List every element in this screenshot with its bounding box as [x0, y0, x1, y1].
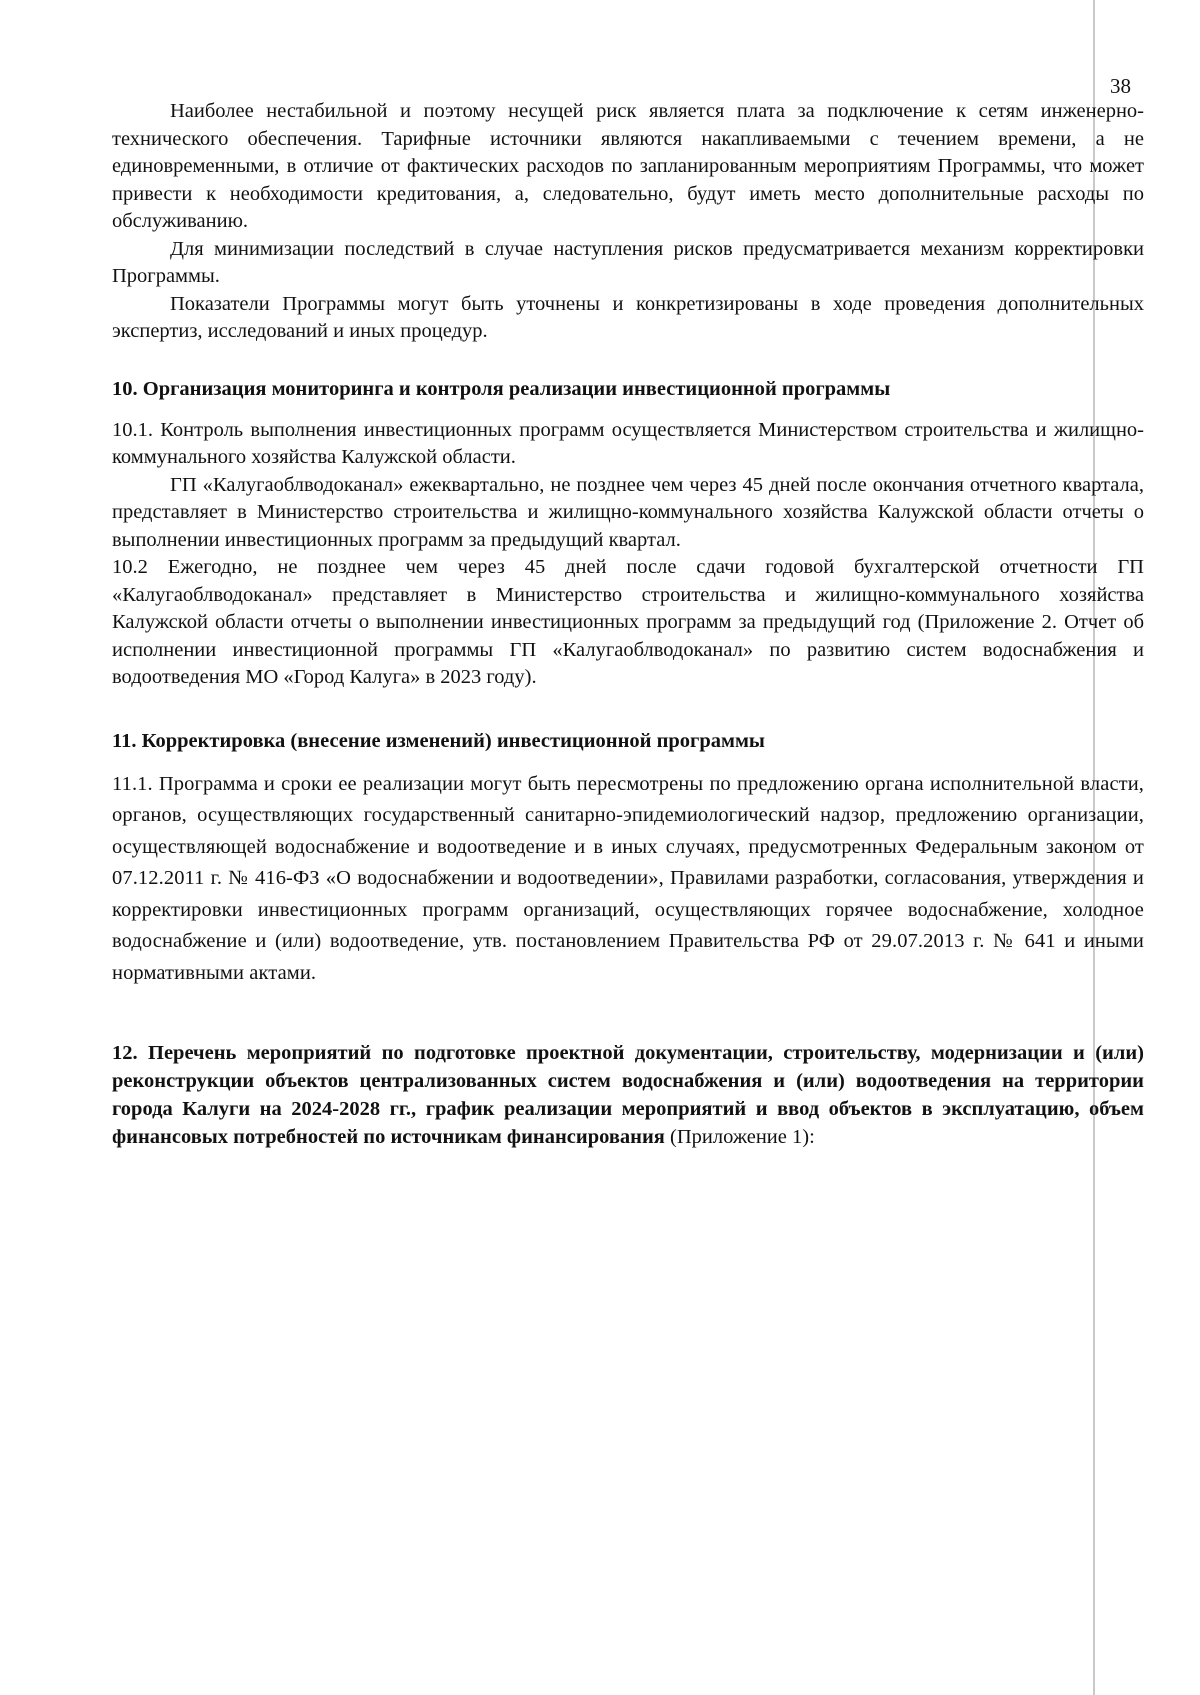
intro-paragraph-risk: Наиболее нестабильной и поэтому несущей риск является плата за подключение к сетям инженерно-технического обеспечения. Тарифные источники являются накапливаемыми с течением времени, а не единовременными, в отличие от фактических расходов по запланированным мероприятиям Программы, что может привести к необходимости кредитования, а, следовательно, будут иметь место дополнительные расходы по обслуживанию.: [112, 100, 1144, 232]
intro-section: [112, 98, 1144, 346]
section-12-heading-appendix-ref: (Приложение 1):: [664, 1126, 815, 1148]
document-body: [112, 98, 1144, 1151]
section-10-paragraph-1: 10.1. Контроль выполнения инвестиционных программ осуществляется Министерством строительства и жилищно-коммунального хозяйства Калужской области.: [112, 418, 1144, 468]
section-10-heading: 10. Организация мониторинга и контроля реализации инвестиционной программы: [112, 377, 891, 400]
intro-paragraph-mitigation: Для минимизации последствий в случае наступления рисков предусматривается механизм корректировки Программы.: [112, 237, 1144, 287]
section-12-heading-bold: 12. Перечень мероприятий по подготовке проектной документации, строительству, модернизации и (или) реконструкции объектов централизованных систем водоснабжения и (или) водоотведения на территории города Калуги на 2024-2028 гг., график реализации мероприятий и ввод объектов в эксплуатацию, объем финансовых потребностей по источникам финансирования: [112, 1042, 1144, 1148]
section-10-paragraph-3: 10.2 Ежегодно, не позднее чем через 45 дней после сдачи годовой бухгалтерской отчетности ГП «Калугаоблводоканал» представляет в Министерство строительства и жилищно-коммунального хозяйства Калужской области отчеты о выполнении инвестиционных программ за предыдущий год (Приложение 2. Отчет об исполнении инвестиционной программы ГП «Калугаоблводоканал» по развитию систем водоснабжения и водоотведения МО «Город Калуга» в 2023 году).: [112, 556, 1144, 688]
page-number: 38: [1110, 74, 1131, 98]
section-11: [112, 728, 1144, 990]
section-10: [112, 376, 1144, 692]
intro-paragraph-indicators: Показатели Программы могут быть уточнены и конкретизированы в ходе проведения дополнительных экспертиз, исследований и иных процедур.: [112, 292, 1144, 342]
section-11-paragraph-1: 11.1. Программа и сроки ее реализации могут быть пересмотрены по предложению органа исполнительной власти, органов, осуществляющих государственный санитарно-эпидемиологический надзор, предложению организации, осуществляющей водоснабжение и водоотведение и в иных случаях, предусмотренных Федеральным законом от 07.12.2011 г. № 416-ФЗ «О водоснабжении и водоотведении», Правилами разработки, согласования, утверждения и корректировки инвестиционных программ организаций, осуществляющих горячее водоснабжение, холодное водоснабжение и (или) водоотведение, утв. постановлением Правительства РФ от 29.07.2013 г. № 641 и иными нормативными актами.: [112, 772, 1144, 984]
section-11-heading: 11. Корректировка (внесение изменений) инвестиционной программы: [112, 729, 765, 752]
section-12: [112, 1039, 1144, 1151]
section-10-paragraph-2: ГП «Калугаоблводоканал» ежеквартально, не позднее чем через 45 дней после окончания отчетного квартала, представляет в Министерство строительства и жилищно-коммунального хозяйства Калужской области отчеты о выполнении инвестиционных программ за предыдущий квартал.: [112, 473, 1144, 551]
section-12-heading: [112, 1039, 1144, 1151]
